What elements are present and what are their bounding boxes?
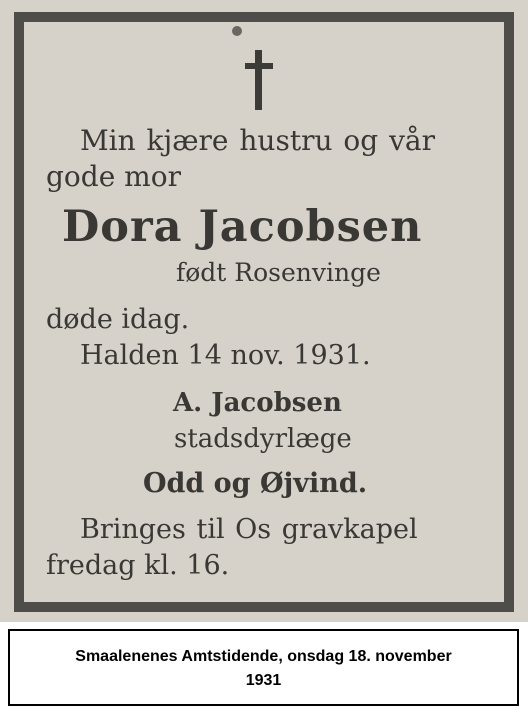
burial-line-1: Bringes til Os gravkapel: [80, 514, 418, 545]
source-caption: [8, 629, 519, 706]
maiden-name: født Rosenvinge: [176, 258, 381, 287]
death-line: døde idag.: [46, 304, 190, 335]
signer-name: A. Jacobsen: [173, 388, 342, 418]
notice-line-1: Min kjære hustru og vår: [80, 124, 435, 157]
signer-title: stadsdyrlæge: [174, 424, 352, 454]
caption-line-1: Smaalenenes Amtstidende, onsdag 18. november: [75, 648, 452, 665]
deceased-name: Dora Jacobsen: [62, 202, 423, 252]
cross-icon: [243, 50, 275, 112]
notice-line-2: gode mor: [46, 160, 181, 193]
children-names: Odd og Øjvind.: [143, 468, 368, 499]
paper-hole: [232, 26, 242, 36]
place-date: Halden 14 nov. 1931.: [80, 340, 371, 371]
caption-line-2: 1931: [245, 672, 282, 689]
burial-line-2: fredag kl. 16.: [46, 550, 230, 581]
